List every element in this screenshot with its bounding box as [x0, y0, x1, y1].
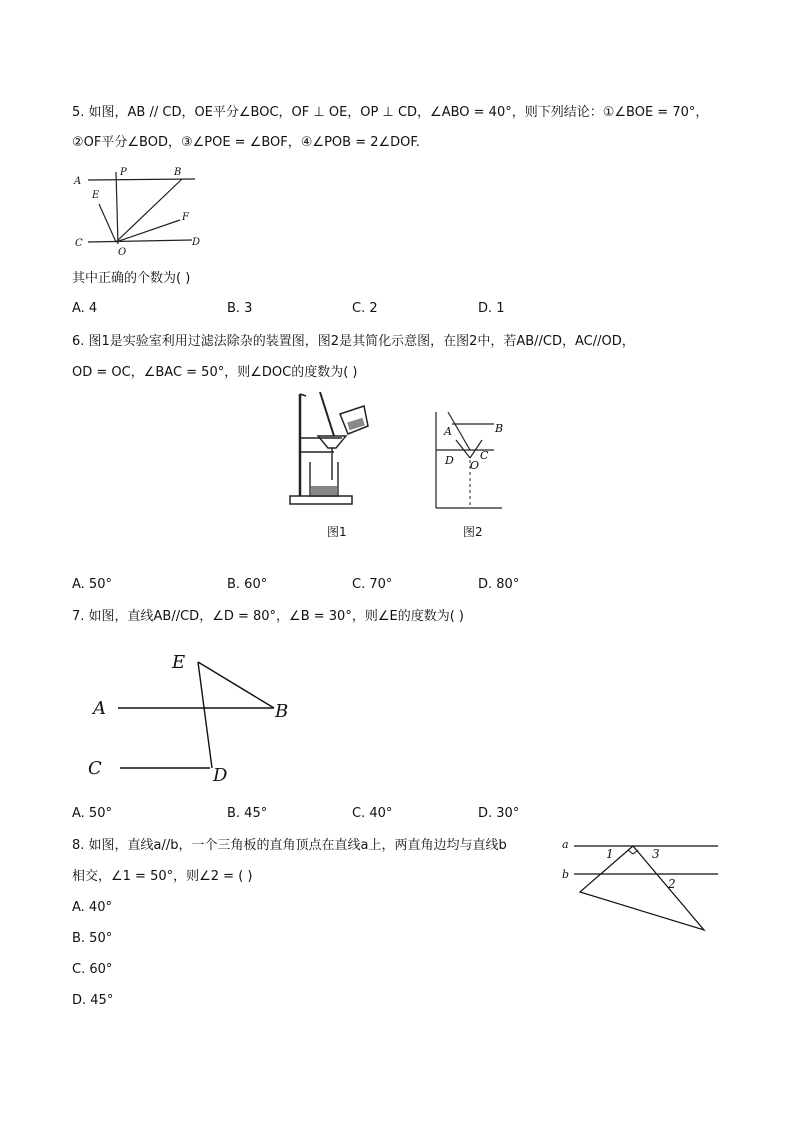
q6-caption-2: 图2	[463, 525, 483, 539]
q5-label-P: P	[120, 167, 127, 178]
q7-figure	[84, 644, 300, 788]
q6-label-O: O	[470, 459, 480, 472]
q6-label-D: D	[445, 454, 454, 467]
q8-option-d[interactable]: D. 45°	[72, 993, 114, 1008]
q8-option-b[interactable]: B. 50°	[72, 931, 113, 946]
q7-stem: 7. 如图，直线AB//CD，∠D = 80°，∠B = 30°，则∠E的度数为( )	[72, 609, 464, 624]
q8-label-1: 1	[606, 847, 614, 861]
q5-stem-line1: 5. 如图，AB // CD，OE平分∠BOC，OF ⊥ OE，OP ⊥ CD，∠ABO = 40°，则下列结论：①∠BOE = 70°，	[72, 105, 709, 120]
q6-stem-line1: 6. 图1是实验室利用过滤法除杂的装置图，图2是其简化示意图，在图2中，若AB//CD，AC//OD，	[72, 334, 635, 349]
q5-label-F: F	[182, 212, 189, 223]
q5-option-b[interactable]: B. 3	[227, 301, 253, 316]
q8-label-a: a	[562, 838, 569, 851]
q7-label-A: A	[93, 698, 106, 719]
q8-label-3: 3	[652, 847, 660, 861]
q5-label-A: A	[74, 176, 82, 187]
q5-label-C: C	[75, 238, 83, 249]
q5-option-c[interactable]: C. 2	[352, 301, 378, 316]
q5-question: 其中正确的个数为( )	[72, 271, 191, 286]
q5-option-d[interactable]: D. 1	[478, 301, 505, 316]
q6-caption-1: 图1	[327, 525, 347, 539]
q5-stem-line2: ②OF平分∠BOD，③∠POE = ∠BOF，④∠POB = 2∠DOF.	[72, 135, 420, 150]
q5-figure	[72, 162, 212, 258]
q7-option-b[interactable]: B. 45°	[227, 806, 268, 821]
q7-option-d[interactable]: D. 30°	[478, 806, 520, 821]
q6-option-b[interactable]: B. 60°	[227, 577, 268, 592]
q6-figure1-apparatus	[284, 390, 374, 510]
q6-figure2-diagram	[430, 408, 510, 512]
q6-label-B: B	[495, 422, 504, 435]
q8-label-2: 2	[668, 877, 676, 891]
q8-stem-line2: 相交，∠1 = 50°，则∠2 = ( )	[72, 869, 253, 884]
q6-option-c[interactable]: C. 70°	[352, 577, 393, 592]
q6-stem-line2: OD = OC，∠BAC = 50°，则∠DOC的度数为( )	[72, 365, 358, 380]
q8-option-c[interactable]: C. 60°	[72, 962, 113, 977]
q8-label-b: b	[562, 868, 570, 881]
q5-label-O: O	[118, 247, 127, 258]
q8-figure	[558, 834, 724, 934]
q5-option-a[interactable]: A. 4	[72, 301, 98, 316]
q7-option-c[interactable]: C. 40°	[352, 806, 393, 821]
q7-option-a[interactable]: A. 50°	[72, 806, 112, 821]
q7-label-B: B	[275, 701, 289, 722]
q6-option-a[interactable]: A. 50°	[72, 577, 112, 592]
q7-label-E: E	[172, 652, 186, 673]
q6-label-A: A	[444, 425, 452, 438]
q8-option-a[interactable]: A. 40°	[72, 900, 112, 915]
q5-label-B: B	[174, 167, 182, 178]
q5-label-E: E	[92, 190, 100, 201]
q7-label-C: C	[88, 758, 102, 779]
q6-label-C: C	[480, 449, 489, 462]
q8-stem-line1: 8. 如图，直线a//b，一个三角板的直角顶点在直线a上，两直角边均与直线b	[72, 838, 507, 853]
q7-label-D: D	[213, 765, 228, 786]
q5-label-D: D	[192, 237, 201, 248]
q6-option-d[interactable]: D. 80°	[478, 577, 520, 592]
